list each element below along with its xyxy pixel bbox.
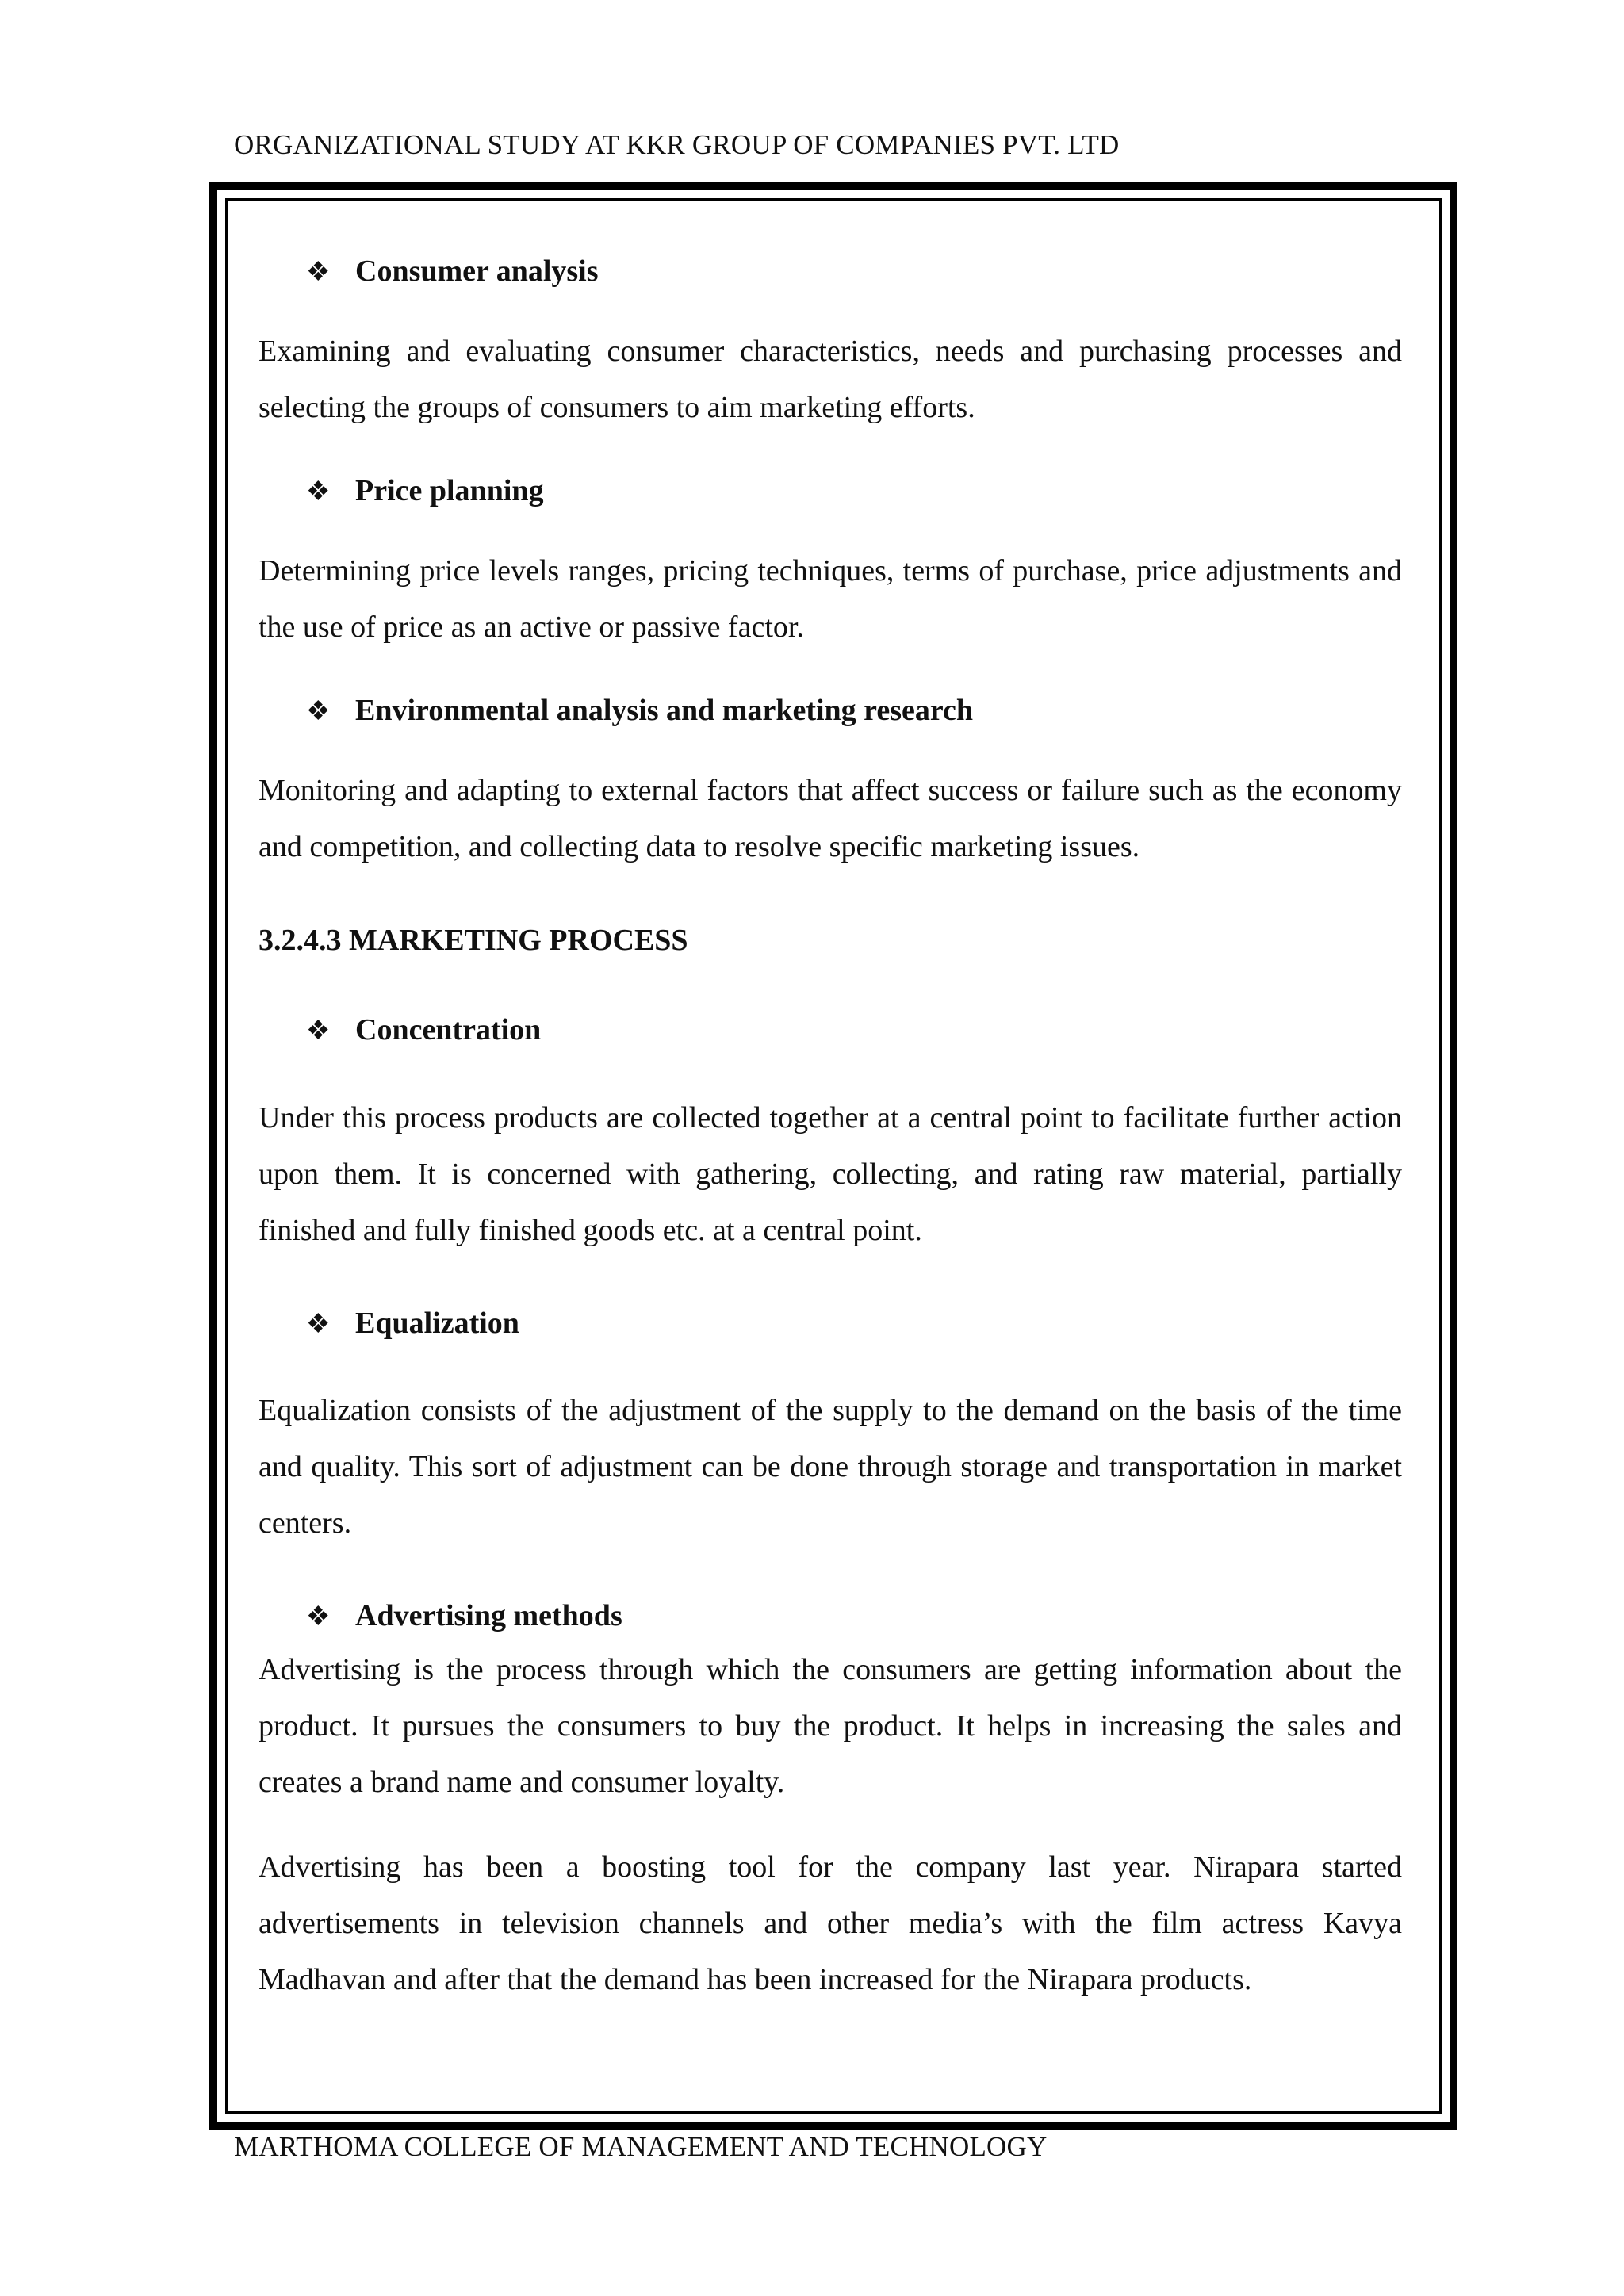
- running-header: ORGANIZATIONAL STUDY AT KKR GROUP OF COMPANIES PVT. LTD: [234, 129, 1120, 160]
- heading-equalization: [306, 1306, 519, 1341]
- paragraph-concentration: Under this process products are collected together at a central point to facilitate further action upon them. It is concerned with gathering, collecting, and rating raw material, partially finished and fully finished goods etc. at a central point.: [259, 1101, 1402, 1247]
- paragraph-price-planning: Determining price levels ranges, pricing techniques, terms of purchase, price adjustments and the use of price as an active or passive factor.: [259, 554, 1402, 644]
- heading-text: Consumer analysis: [355, 254, 599, 288]
- heading-text: Equalization: [355, 1307, 519, 1340]
- section-heading-marketing-process: 3.2.4.3 MARKETING PROCESS: [259, 924, 688, 957]
- heading-text: Price planning: [355, 474, 544, 507]
- heading-text: Environmental analysis and marketing research: [355, 694, 974, 727]
- heading-concentration: [306, 1012, 541, 1047]
- diamond-bullet-icon: ❖: [306, 258, 331, 287]
- heading-text: Advertising methods: [355, 1599, 622, 1632]
- diamond-bullet-icon: ❖: [306, 1602, 331, 1632]
- diamond-bullet-icon: ❖: [306, 1016, 331, 1046]
- heading-environmental-analysis: [306, 693, 973, 728]
- diamond-bullet-icon: ❖: [306, 697, 331, 726]
- paragraph-environmental-analysis: Monitoring and adapting to external factors that affect success or failure such as the economy and competition, and collecting data to resolve specific marketing issues.: [259, 774, 1402, 863]
- running-footer: MARTHOMA COLLEGE OF MANAGEMENT AND TECHNOLOGY: [234, 2131, 1048, 2162]
- diamond-bullet-icon: ❖: [306, 477, 331, 507]
- heading-price-planning: [306, 473, 544, 508]
- heading-text: Concentration: [355, 1013, 542, 1047]
- heading-consumer-analysis: [306, 254, 599, 289]
- paragraph-advertising-nirapara: Advertising has been a boosting tool for the company last year. Nirapara started advertisements in television channels and other media’s with the film actress Kavya Madhavan and after that the demand has been increased for the Nirapara products.: [259, 1850, 1402, 1996]
- paragraph-advertising-methods: Advertising is the process through which the consumers are getting information about the product. It pursues the consumers to buy the product. It helps in increasing the sales and creates a brand name and consumer loyalty.: [259, 1653, 1402, 1799]
- paragraph-consumer-analysis: Examining and evaluating consumer characteristics, needs and purchasing processes and selecting the groups of consumers to aim marketing efforts.: [259, 335, 1402, 424]
- diamond-bullet-icon: ❖: [306, 1310, 331, 1339]
- paragraph-equalization: Equalization consists of the adjustment of the supply to the demand on the basis of the time and quality. This sort of adjustment can be done through storage and transportation in market centers.: [259, 1394, 1402, 1540]
- heading-advertising-methods: [306, 1598, 622, 1633]
